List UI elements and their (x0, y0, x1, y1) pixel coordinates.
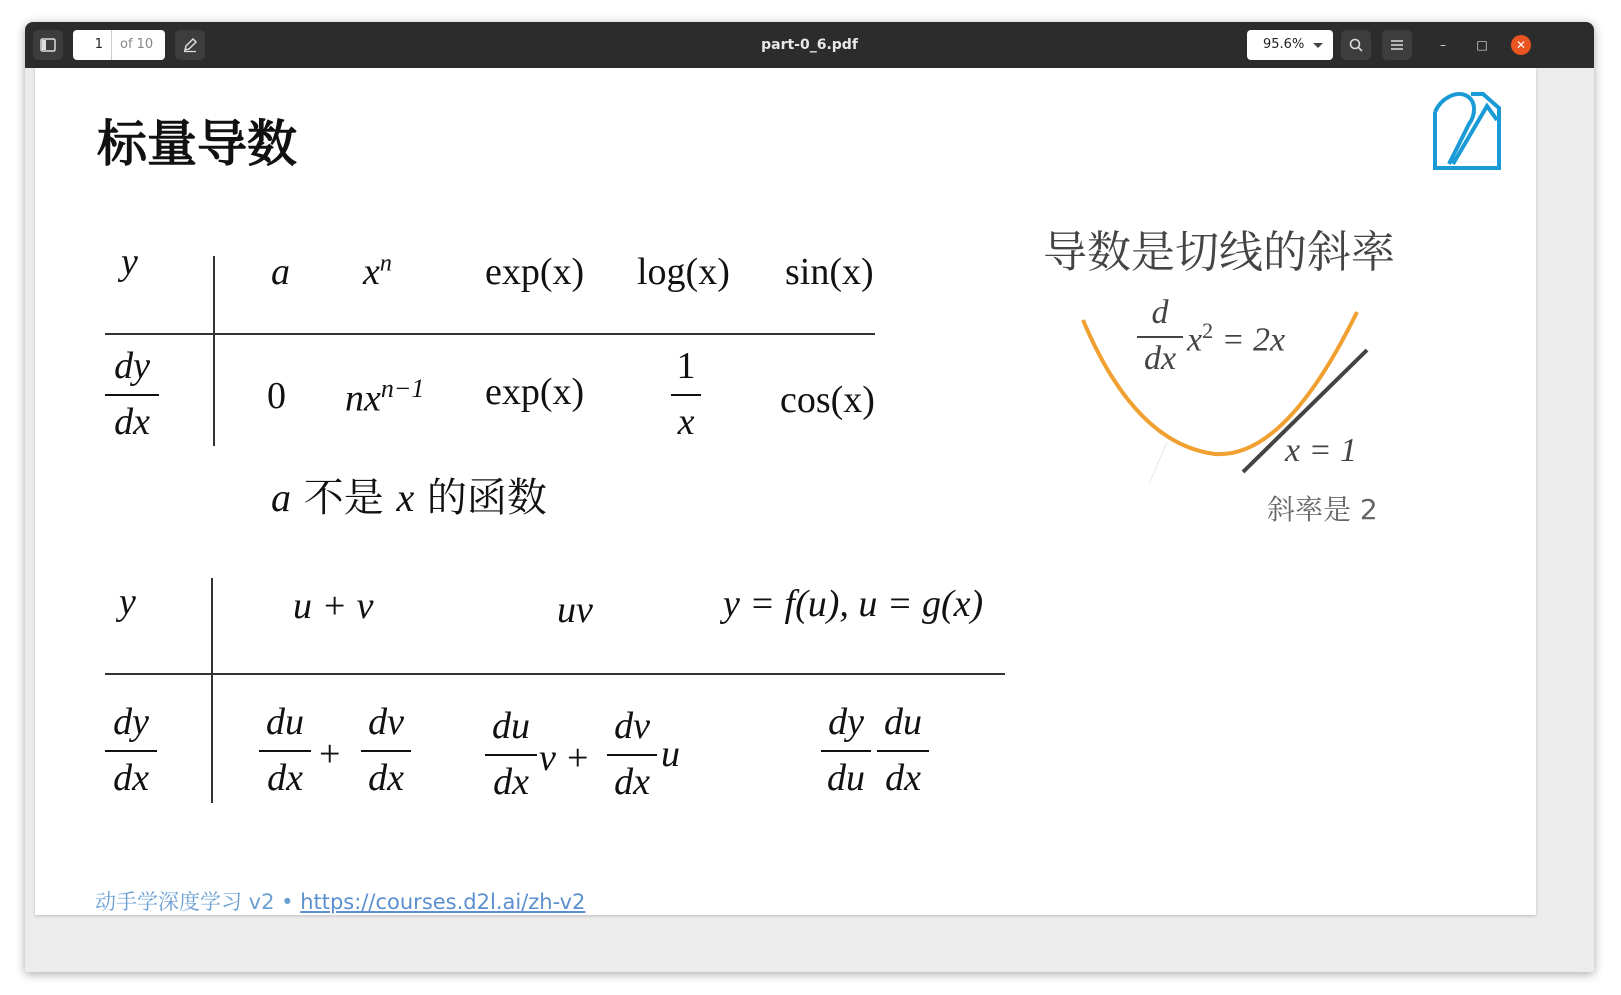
t1-log: log(x) (637, 251, 730, 293)
t2-chain-du2: du (884, 701, 922, 743)
footer-text: 动手学深度学习 v2 • (95, 890, 301, 914)
t1-x: x (677, 401, 695, 443)
d2l-logo-icon (1431, 90, 1503, 170)
note-text1: 不是 (291, 475, 397, 521)
t2-chain-dy: dy (828, 701, 864, 743)
zoom-value: 95.6% (1263, 37, 1305, 52)
table1-divider-vertical (213, 256, 215, 446)
t1-one: 1 (676, 345, 696, 387)
t1-dy: dy (114, 345, 150, 387)
fraction-bar (105, 394, 159, 396)
t2-sum-dx1: dx (267, 757, 303, 799)
t1-x-base: x (363, 251, 380, 293)
t2-chain-du1: du (827, 757, 865, 799)
tangent-slope-heading: 导数是切线的斜率 (1043, 227, 1395, 278)
fraction-bar (259, 750, 311, 752)
slope-label: 斜率是 2 (1267, 493, 1378, 526)
t2-sum-dv: dv (368, 701, 404, 743)
x-equals-label: x = 1 (1285, 432, 1358, 469)
t1-dx: dx (114, 401, 150, 443)
t2-composition: y = f(u), u = g(x) (723, 583, 984, 625)
search-icon (1348, 37, 1364, 53)
t2-sum-du: du (266, 701, 304, 743)
t2-sum: u + v (293, 585, 374, 627)
t2-prod-dx1: dx (493, 761, 529, 803)
t1-cos: cos(x) (780, 379, 875, 421)
t2-chain-dudx (877, 700, 929, 800)
t2-prod-du: du (492, 705, 530, 747)
footer (95, 886, 585, 915)
page-total-label: of 10 (111, 30, 165, 60)
t2-dy: dy (113, 701, 149, 743)
search-button[interactable] (1341, 30, 1371, 60)
document-title: part-0_6.pdf (761, 37, 858, 53)
note-text2: 的函数 (414, 475, 547, 521)
t2-prod-v: v (539, 737, 556, 779)
faint-guide-line (1075, 442, 1167, 484)
t2-chain-dx: dx (885, 757, 921, 799)
t1-nx (345, 374, 424, 421)
footer-link[interactable]: https://courses.d2l.ai/zh-v2 (300, 890, 586, 914)
minimize-button[interactable]: – (1440, 38, 1446, 52)
pdf-viewer-window (25, 22, 1594, 972)
fraction-bar (671, 394, 701, 396)
menu-button[interactable] (1382, 30, 1412, 60)
title-bar (25, 22, 1594, 68)
table2-divider-horizontal (105, 673, 1005, 675)
t1-exp: exp(x) (485, 251, 585, 293)
chevron-down-icon (1313, 43, 1323, 48)
fraction-bar (361, 750, 411, 752)
t2-y: y (119, 581, 136, 623)
t2-sum-dvdx (361, 700, 411, 800)
t2-prod-u: u (661, 733, 680, 775)
t1-dydx (105, 344, 159, 444)
fraction-bar (105, 750, 157, 752)
t2-dydx (105, 700, 157, 800)
fraction-bar (821, 750, 871, 752)
t1-n-exponent: n (379, 250, 392, 277)
t1-sin: sin(x) (785, 251, 874, 293)
t2-sum-dudx (259, 700, 311, 800)
t1-zero: 0 (267, 375, 286, 417)
derivative-expression (1187, 318, 1285, 359)
t1-nx-exponent: n−1 (380, 374, 425, 403)
deriv-x: x (1187, 321, 1203, 359)
maximize-button[interactable]: □ (1476, 38, 1488, 52)
t2-prod-dv: dv (614, 705, 650, 747)
t1-y: y (121, 241, 138, 283)
note-a: a (271, 475, 291, 520)
t2-chain-dydu (821, 700, 871, 800)
table2-divider-vertical (211, 578, 213, 803)
pdf-page (35, 68, 1536, 915)
derivative-operator (1137, 294, 1183, 378)
t2-dx: dx (113, 757, 149, 799)
note-x: x (396, 475, 415, 520)
t2-product: uv (557, 589, 593, 631)
zoom-select[interactable] (1247, 30, 1333, 60)
t1-exp-deriv: exp(x) (485, 371, 585, 413)
fraction-bar (607, 754, 657, 756)
page-number-input[interactable]: 1 (73, 30, 111, 60)
hamburger-menu-icon (1390, 39, 1404, 51)
close-button[interactable]: ✕ (1511, 35, 1531, 55)
deriv-dx: dx (1143, 340, 1177, 377)
t2-prod-dvdx (607, 704, 657, 804)
t2-prod-dudx (485, 704, 537, 804)
t1-one-over-x (671, 344, 701, 444)
fraction-bar (877, 750, 929, 752)
t1-nx-base: nx (345, 377, 381, 420)
slide-title: 标量导数 (97, 115, 297, 173)
deriv-d: d (1151, 294, 1169, 331)
fraction-bar (485, 754, 537, 756)
table1-divider-horizontal (105, 333, 875, 335)
t2-sum-plus: + (319, 733, 341, 775)
t1-xn (363, 250, 392, 294)
t2-prod-plus: + (567, 737, 589, 779)
t2-sum-dx2: dx (368, 757, 404, 799)
deriv-power: 2 (1202, 318, 1214, 343)
fraction-bar (1137, 336, 1183, 338)
deriv-rhs: = 2x (1213, 321, 1286, 359)
note-line (271, 466, 547, 523)
t1-a: a (271, 251, 290, 293)
t2-prod-dx2: dx (614, 761, 650, 803)
